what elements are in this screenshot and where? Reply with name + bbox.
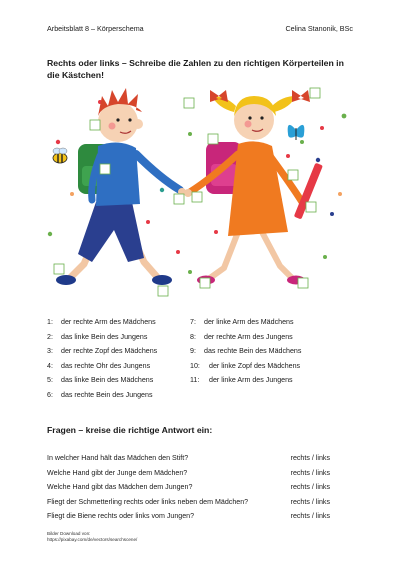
answer-box-boy-right-leg[interactable] <box>158 286 168 296</box>
children-illustration <box>40 82 360 302</box>
answer-options[interactable]: rechts / links <box>290 483 330 491</box>
answer-box-girl-left-leg[interactable] <box>200 278 210 288</box>
butterfly-icon <box>288 125 305 140</box>
question-text: Fliegt die Biene rechts oder links vom Jungen? <box>47 512 195 520</box>
question-row <box>47 469 353 484</box>
questions-heading: Fragen – kreise die richtige Antwort ein: <box>47 425 213 435</box>
question-row <box>47 498 353 513</box>
source-label: Bilder Download von: <box>47 531 91 536</box>
answer-box-girl-right-leg[interactable] <box>298 278 308 288</box>
answer-box-boy-left-leg[interactable] <box>54 264 64 274</box>
header-author: Celina Stanonik, BSc <box>285 24 353 33</box>
legend-column-2 <box>190 315 301 388</box>
legend-column-1 <box>47 315 157 403</box>
answer-options[interactable]: rechts / links <box>290 497 330 506</box>
source-url[interactable]: https://pixabay.com/de/vectors/searchscene/ <box>47 537 138 542</box>
legend-item: 3: der rechte Zopf des Mädchens <box>47 347 158 356</box>
answer-options[interactable]: rechts / links <box>290 468 330 477</box>
legend-item: 7: der linke Arm des Mädchens <box>190 318 294 326</box>
legend-item: 6: das rechte Bein des Jungens <box>47 390 153 399</box>
question-row <box>47 483 353 498</box>
image-source-note <box>47 531 137 543</box>
answer-box-girl-right-arm[interactable] <box>306 202 316 212</box>
question-row <box>47 512 353 527</box>
question-text: Welche Hand gibt der Junge dem Mädchen? <box>47 468 188 477</box>
answer-box-girl-left-pigtail[interactable] <box>184 98 194 108</box>
answer-box-girl-hand[interactable] <box>192 192 202 202</box>
legend-item: 1: der rechte Arm des Mädchens <box>47 318 156 326</box>
header-worksheet-title: Arbeitsblatt 8 – Körperschema <box>47 24 144 33</box>
question-row <box>47 454 353 469</box>
legend-item: 5: das linke Bein des Mädchens <box>47 376 154 385</box>
legend-item: 10: der linke Zopf des Mädchens <box>190 361 301 370</box>
answer-box-girl-right-pigtail[interactable] <box>310 88 320 98</box>
page-header <box>47 24 353 36</box>
answer-box-girl-arm[interactable] <box>288 170 298 180</box>
bee-icon <box>53 148 67 163</box>
answer-box-boy-arm[interactable] <box>100 164 110 174</box>
answer-options[interactable]: rechts / links <box>290 512 330 520</box>
question-text: In welcher Hand hält das Mädchen den Stift? <box>47 454 189 462</box>
legend-item: 2: das linke Bein des Jungens <box>47 332 148 341</box>
answer-box-girl-hair[interactable] <box>208 134 218 144</box>
boy-figure <box>56 88 186 285</box>
answer-box-boy-hand[interactable] <box>174 194 184 204</box>
legend-item: 4: das rechte Ohr des Jungens <box>47 361 151 370</box>
answer-options[interactable]: rechts / links <box>290 454 330 462</box>
legend-item: 11: der linke Arm des Jungens <box>190 376 293 385</box>
girl-figure <box>184 90 323 285</box>
task-title: Rechts oder links – Schreibe die Zahlen zu den richtigen Körperteilen in die Kästchen! <box>47 58 344 80</box>
legend-item: 8: der rechte Arm des Jungens <box>190 332 293 341</box>
questions-list <box>47 454 353 527</box>
question-text: Welche Hand gibt das Mädchen dem Jungen? <box>47 483 193 491</box>
question-text: Fliegt der Schmetterling rechts oder links neben dem Mädchen? <box>47 497 249 506</box>
answer-box-boy-hair[interactable] <box>90 120 100 130</box>
legend-item: 9: das rechte Bein des Mädchens <box>190 347 302 356</box>
